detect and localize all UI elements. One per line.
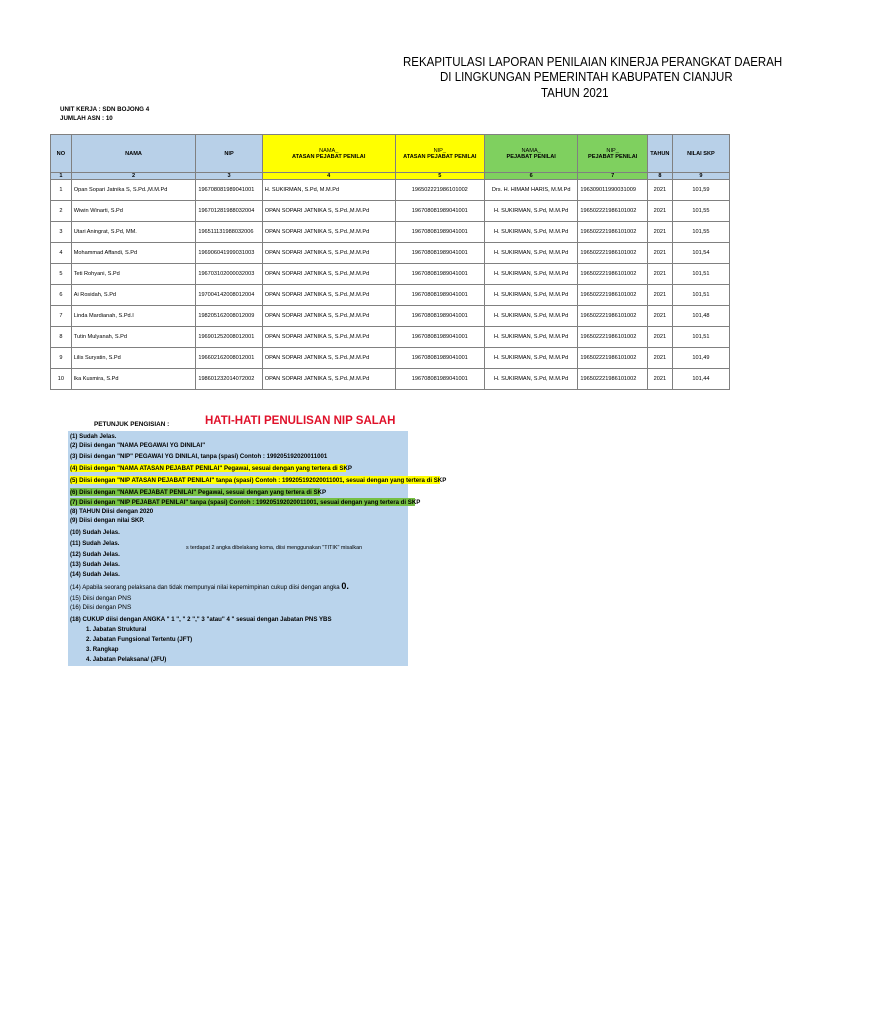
cell-nip: 196701281988032004 [196,201,262,222]
cell-nama-atasan: OPAN SOPARI JATNIKA S, S.Pd.,M.M.Pd [262,348,395,369]
cell-nip-atasan: 196708081989041001 [395,243,484,264]
instruction-line [70,571,120,578]
cell-nip-atasan: 196708081989041001 [395,285,484,306]
instruction-text: (12) Sudah Jelas. [70,551,120,558]
cell-nama-pejabat: H. SUKIRMAN, S.Pd, M.M.Pd [484,348,577,369]
cell-nilai: 101,54 [672,243,729,264]
cell-nip: 196708081989041001 [196,180,262,201]
instruction-text: (10) Sudah Jelas. [70,529,120,536]
header-nip-atasan [395,135,484,173]
instruction-text: (18) CUKUP diisi dengan ANGKA " 1 ", " 2 "," 3 "atau" 4 " sesuai dengan Jabatan PNS YBS [70,616,332,623]
table-row [51,369,730,390]
cell-nama: Utari Aningrat, S.Pd, MM. [71,222,196,243]
cell-nama: Ika Kusmira, S.Pd [71,369,196,390]
cell-nip: 196511131988032006 [196,222,262,243]
header-nip-pejabat-top: NIP_ [606,147,619,154]
cell-nilai: 101,51 [672,264,729,285]
cell-nip-pejabat: 196502221986101002 [578,285,648,306]
cell-nama-pejabat: H. SUKIRMAN, S.Pd, M.M.Pd [484,201,577,222]
cell-nip: 197004142008012004 [196,285,262,306]
assessment-table [50,134,730,390]
cell-nama: Mohammad Affandi, S.Pd [71,243,196,264]
cell-no: 1 [51,180,72,201]
header-nama-atasan-label: ATASAN PEJABAT PENILAI [292,153,366,160]
cell-nip-pejabat: 196502221986101002 [578,201,648,222]
cell-no: 7 [51,306,72,327]
cell-nama-pejabat: H. SUKIRMAN, S.Pd, M.M.Pd [484,306,577,327]
cell-no: 8 [51,327,72,348]
pns-value: PNS [117,595,132,602]
instruction-text: (11) Sudah Jelas. [70,540,120,547]
instruction-line [70,595,131,602]
cell-tahun: 2021 [647,264,672,285]
cell-nip-pejabat: 196502221986101002 [578,243,648,264]
header-nama-pejabat-label: PEJABAT PENILAI [506,153,556,160]
cell-no: 2 [51,201,72,222]
header-nama: NAMA [71,135,196,173]
table-row [51,180,730,201]
jabatan-option: 4. Jabatan Pelaksana/ (JFU) [86,656,167,663]
cell-nama-pejabat: H. SUKIRMAN, S.Pd, M.M.Pd [484,243,577,264]
col-number: 1 [51,173,72,180]
cell-tahun: 2021 [647,180,672,201]
cell-nama: Ai Rosidah, S.Pd [71,285,196,306]
col-number: 9 [672,173,729,180]
cell-nilai: 101,55 [672,201,729,222]
jabatan-option: 3. Rangkap [86,646,119,653]
cell-nip-atasan: 196708081989041001 [395,306,484,327]
unit-kerja: UNIT KERJA : SDN BOJONG 4 [60,106,150,113]
cell-nip-pejabat: 196502221986101002 [578,369,648,390]
cell-tahun: 2021 [647,348,672,369]
cell-no: 9 [51,348,72,369]
header-nama-pejabat [484,135,577,173]
cell-nip: 196703102000032003 [196,264,262,285]
col-number: 7 [578,173,648,180]
report-title-line-2: DI LINGKUNGAN PEMERINTAH KABUPATEN CIANJUR [440,70,733,84]
instruction-text: (9) Diisi dengan nilai SKP. [70,517,145,524]
instruction-text: (3) Diisi dengan "NIP" PEGAWAI YG DINILAI, tanpa (spasi) Contoh : 199205192020011001 [70,453,328,460]
cell-nama-atasan: OPAN SOPARI JATNIKA S, S.Pd.,M.M.Pd [262,306,395,327]
cell-tahun: 2021 [647,243,672,264]
cell-no: 3 [51,222,72,243]
cell-nama-atasan: OPAN SOPARI JATNIKA S, S.Pd.,M.M.Pd [262,327,395,348]
cell-no: 4 [51,243,72,264]
header-nama-atasan-top: NAMA_ [319,147,339,154]
cell-nip: 198601232014072002 [196,369,262,390]
instruction-line [70,561,120,568]
instruction-line [70,499,420,506]
jabatan-option: 1. Jabatan Struktural [86,626,147,633]
instruction-line [70,551,120,558]
header-nip: NIP [196,135,262,173]
cell-nip-pejabat: 196502221986101002 [578,327,648,348]
cell-nip-atasan: 196708081989041001 [395,369,484,390]
table-row [51,243,730,264]
instruction-text: (4) Diisi dengan "NAMA ATASAN PEJABAT PENILAI" Pegawai, sesuai dengan yang tertera di SKP [70,465,352,472]
cell-nama-pejabat: H. SUKIRMAN, S.Pd, M.M.Pd [484,222,577,243]
cell-nilai: 101,51 [672,285,729,306]
cell-nilai: 101,48 [672,306,729,327]
cell-nama: Tutin Mulyanah, S.Pd [71,327,196,348]
col-number: 5 [395,173,484,180]
col-number: 3 [196,173,262,180]
instruction-text: (5) Diisi dengan "NIP ATASAN PEJABAT PENILAI" tanpa (spasi) Contoh : 199205192020011001, sesuai dengan yang tertera di SKP [70,477,447,484]
cell-nama: Teti Rohyani, S.Pd [71,264,196,285]
cell-nilai: 101,55 [672,222,729,243]
table-header-row [51,135,730,173]
instruction-line [70,433,116,440]
header-no: NO [51,135,72,173]
header-tahun: TAHUN [647,135,672,173]
instruction-line [70,477,446,484]
col-number: 4 [262,173,395,180]
table-row [51,348,730,369]
header-nip-atasan-label: ATASAN PEJABAT PENILAI [403,153,477,160]
cell-nama-pejabat: H. SUKIRMAN, S.Pd, M.M.Pd [484,369,577,390]
instruction-text: (1) Sudah Jelas. [70,433,117,440]
cell-nip-pejabat: 196502221986101002 [578,222,648,243]
instruction-text: (6) Diisi dengan "NAMA PEJABAT PENILAI" Pegawai, sesuai dengan yang tertera di SKP [70,489,327,496]
cell-nip: 196602162008012001 [196,348,262,369]
header-nama-pejabat-top: NAMA_ [521,147,541,154]
cell-nip-atasan: 196708081989041001 [395,222,484,243]
cell-nama: Wiwin Winarti, S.Pd [71,201,196,222]
cell-nama-atasan: OPAN SOPARI JATNIKA S, S.Pd.,M.M.Pd [262,264,395,285]
cell-nama-atasan: OPAN SOPARI JATNIKA S, S.Pd.,M.M.Pd [262,243,395,264]
instruction-line [70,489,326,496]
header-nip-pejabat [578,135,648,173]
cell-nama: Linda Mardianah, S.Pd.I [71,306,196,327]
instruction-text: (14) Apabila seorang pelaksana dan tidak mempunyai nilai kepemimpinan cukup diisi dengan angka [70,584,340,591]
col-number: 8 [647,173,672,180]
cell-tahun: 2021 [647,306,672,327]
report-title-line-3: TAHUN 2021 [541,86,609,100]
cell-tahun: 2021 [647,369,672,390]
instruction-text: (13) Sudah Jelas. [70,561,120,568]
cell-no: 6 [51,285,72,306]
instruction-line [70,529,120,536]
cell-nilai: 101,44 [672,369,729,390]
table-row [51,201,730,222]
instruction-text: (8) TAHUN Diisi dengan 2020 [70,508,154,515]
cell-nilai: 101,49 [672,348,729,369]
zero-value: 0. [341,581,349,591]
header-nama-atasan [262,135,395,173]
nip-warning: HATI-HATI PENULISAN NIP SALAH [205,415,396,427]
petunjuk-label: PETUNJUK PENGISIAN : [94,421,170,428]
table-row [51,306,730,327]
cell-tahun: 2021 [647,285,672,306]
cell-nama-pejabat: Drs. H. HIMAM HARIS, M.M.Pd [484,180,577,201]
instruction-line [70,540,119,547]
table-row [51,327,730,348]
cell-nilai: 101,59 [672,180,729,201]
cell-nama-pejabat: H. SUKIRMAN, S.Pd, M.M.Pd [484,264,577,285]
cell-nama: Lilis Suryatin, S.Pd [71,348,196,369]
cell-nip-atasan: 196708081989041001 [395,264,484,285]
cell-nip: 196901252008012001 [196,327,262,348]
cell-nip-atasan: 196708081989041001 [395,348,484,369]
instruction-line [70,616,332,623]
column-number-row [51,173,730,180]
instruction-line [70,508,153,515]
instruction-line [70,517,144,524]
cell-no: 5 [51,264,72,285]
cell-tahun: 2021 [647,201,672,222]
decimal-note: s terdapat 2 angka dibelakang koma, diisi menggunakan "TITIK" misalkan [186,545,363,551]
cell-nip-pejabat: 196502221986101002 [578,306,648,327]
instruction-text: (7) Diisi dengan "NIP PEJABAT PENILAI" tanpa (spasi) Contoh : 199205192020011001, sesuai dengan yang tertera di SKP [70,499,421,506]
col-number: 6 [484,173,577,180]
instruction-line [70,604,131,611]
cell-nama-atasan: OPAN SOPARI JATNIKA S, S.Pd.,M.M.Pd [262,201,395,222]
table-row [51,222,730,243]
instruction-text: (2) Diisi dengan "NAMA PEGAWAI YG DINILAI" [70,442,206,449]
cell-nip: 196906041999031003 [196,243,262,264]
cell-nip: 198205162008012009 [196,306,262,327]
cell-nilai: 101,51 [672,327,729,348]
jabatan-option: 2. Jabatan Fungsional Tertentu (JFT) [86,636,193,643]
table-row [51,264,730,285]
header-nilai: NILAI SKP [672,135,729,173]
cell-nip-pejabat: 196502221986101002 [578,348,648,369]
table-row [51,285,730,306]
cell-nama-pejabat: H. SUKIRMAN, S.Pd, M.M.Pd [484,285,577,306]
cell-nama-atasan: OPAN SOPARI JATNIKA S, S.Pd.,M.M.Pd [262,285,395,306]
cell-tahun: 2021 [647,222,672,243]
instruction-line [70,453,327,460]
cell-nama-atasan: H. SUKIRMAN, S.Pd, M.M.Pd [262,180,395,201]
col-number: 2 [71,173,196,180]
cell-no: 10 [51,369,72,390]
header-nip-atasan-top: NIP_ [433,147,447,154]
instruction-line [70,581,349,591]
instruction-text: (14) Sudah Jelas. [70,571,120,578]
cell-nama-atasan: OPAN SOPARI JATNIKA S, S.Pd.,M.M.Pd [262,369,395,390]
cell-nip-atasan: 196708081989041001 [395,327,484,348]
cell-nama-pejabat: H. SUKIRMAN, S.Pd, M.M.Pd [484,327,577,348]
cell-nip-atasan: 196502221986101002 [395,180,484,201]
cell-nama-atasan: OPAN SOPARI JATNIKA S, S.Pd.,M.M.Pd [262,222,395,243]
instruction-text: (16) Diisi dengan [70,604,117,611]
report-title-line-1: REKAPITULASI LAPORAN PENILAIAN KINERJA PERANGKAT DAERAH [403,55,783,69]
cell-nip-pejabat: 196502221986101002 [578,264,648,285]
cell-nip-pejabat: 196309011990031009 [578,180,648,201]
jumlah-asn: JUMLAH ASN : 10 [60,115,113,122]
instruction-text: (15) Diisi dengan [70,595,117,602]
cell-nama: Opan Sopari Jatnika S, S.Pd.,M.M.Pd [71,180,196,201]
pns-value: PNS [117,604,132,611]
instruction-line [70,442,205,449]
header-nip-pejabat-label: PEJABAT PENILAI [587,153,638,160]
cell-tahun: 2021 [647,327,672,348]
cell-nip-atasan: 196708081989041001 [395,201,484,222]
instruction-line [70,465,352,472]
